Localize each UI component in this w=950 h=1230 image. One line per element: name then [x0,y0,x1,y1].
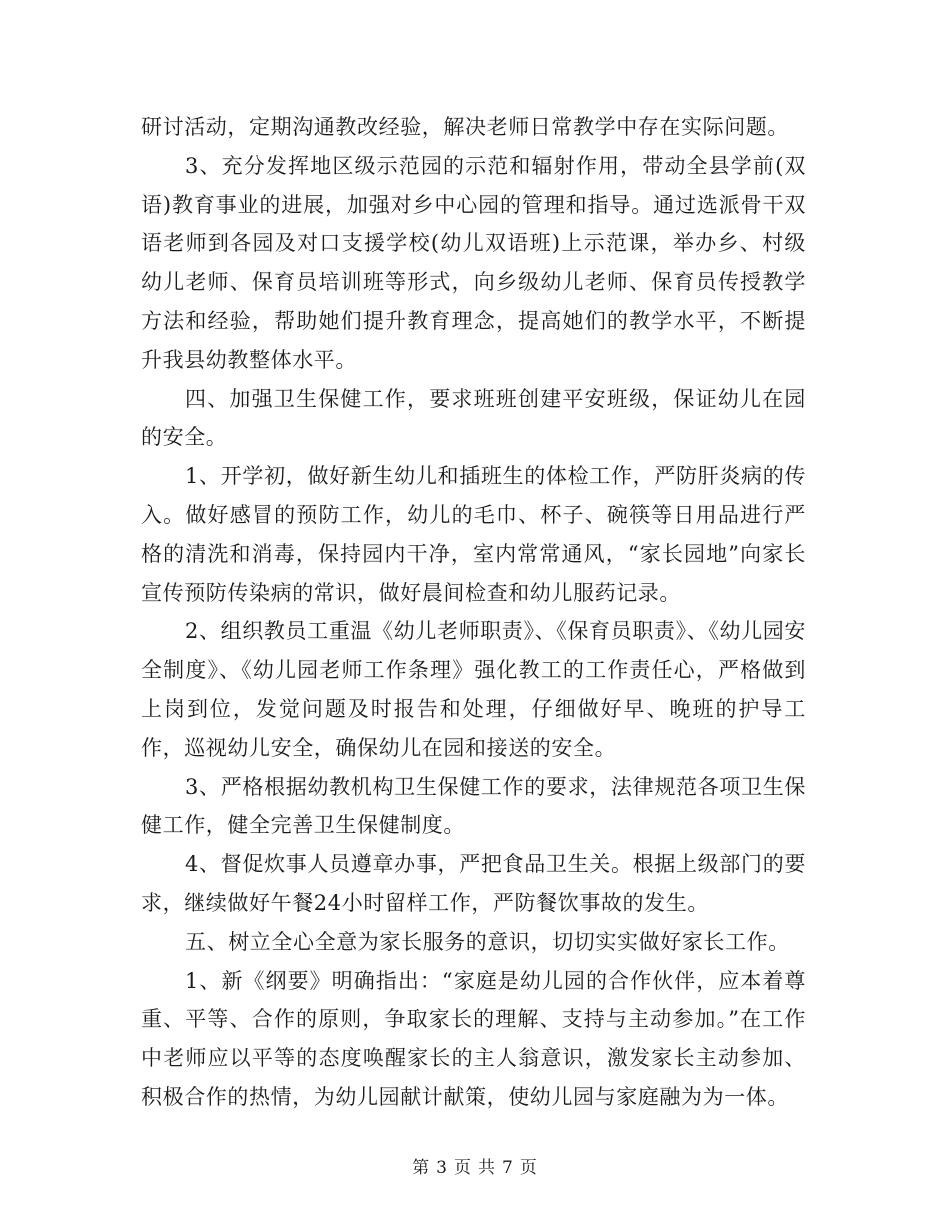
footer-page-label: 页 [454,1158,472,1178]
paragraph-item-3: 3、充分发挥地区级示范园的示范和辐射作用，带动全县学前(双语)教育事业的进展，加强对乡中心园的管理和指导。通过选派骨干双语老师到各园及对口支援学校(幼儿双语班)上示范课，举办乡、村级幼儿老师、保育员培训班等形式，向乡级幼儿老师、保育员传授教学方法和经验，帮助她们提升教育理念，提高她们的教学水平，不断提升我县幼教整体水平。 [141,153,806,372]
section-heading-4: 四、加强卫生保健工作，要求班班创建平安班级，保证幼儿在园的安全。 [141,386,806,450]
footer-total-label: 共 [478,1158,496,1178]
document-body [141,108,806,1117]
paragraph-continuation: 研讨活动，定期沟通教改经验，解决老师日常教学中存在实际问题。 [141,115,789,139]
section-heading-5: 五、树立全心全意为家长服务的意识，切切实实做好家长工作。 [185,929,790,954]
footer-suffix: 页 [519,1158,538,1178]
footer-current-page: 3 [436,1158,448,1178]
paragraph-item-1b: 1、新《纲要》明确指出：“家庭是幼儿园的合作伙伴，应本着尊重、平等、合作的原则，争取家长的理解、支持与主动参加。”在工作中老师应以平等的态度唤醒家长的主人翁意识，激发家长主动参加、积极合作的热情，为幼儿园献计献策，使幼儿园与家庭融为为一体。 [141,968,806,1109]
footer-prefix: 第 [412,1158,431,1178]
paragraph-item-1: 1、开学初，做好新生幼儿和插班生的体检工作，严防肝炎病的传入。做好感冒的预防工作，幼儿的毛巾、杯子、碗筷等日用品进行严格的清洗和消毒，保持园内干净，室内常常通风，“家长园地”向家长宣传预防传染病的常识，做好晨间检查和幼儿服药记录。 [141,464,806,605]
footer-total-pages: 7 [502,1158,514,1178]
paragraph-item-4: 4、督促炊事人员遵章办事，严把食品卫生关。根据上级部门的要求，继续做好午餐24小时留样工作，严防餐饮事故的发生。 [141,852,806,915]
paragraph-item-3b: 3、严格根据幼教机构卫生保健工作的要求，法律规范各项卫生保健工作，健全完善卫生保健制度。 [141,774,806,838]
paragraph-item-2: 2、组织教员工重温《幼儿老师职责》、《保育员职责》、《幼儿园安全制度》、《幼儿园老师工作条理》强化教工的工作责任心，严格做到上岗到位，发觉问题及时报告和处理，仔细做好早、晚班的护导工作，巡视幼儿安全，确保幼儿在园和接送的安全。 [141,619,806,760]
page-footer [0,1153,950,1178]
